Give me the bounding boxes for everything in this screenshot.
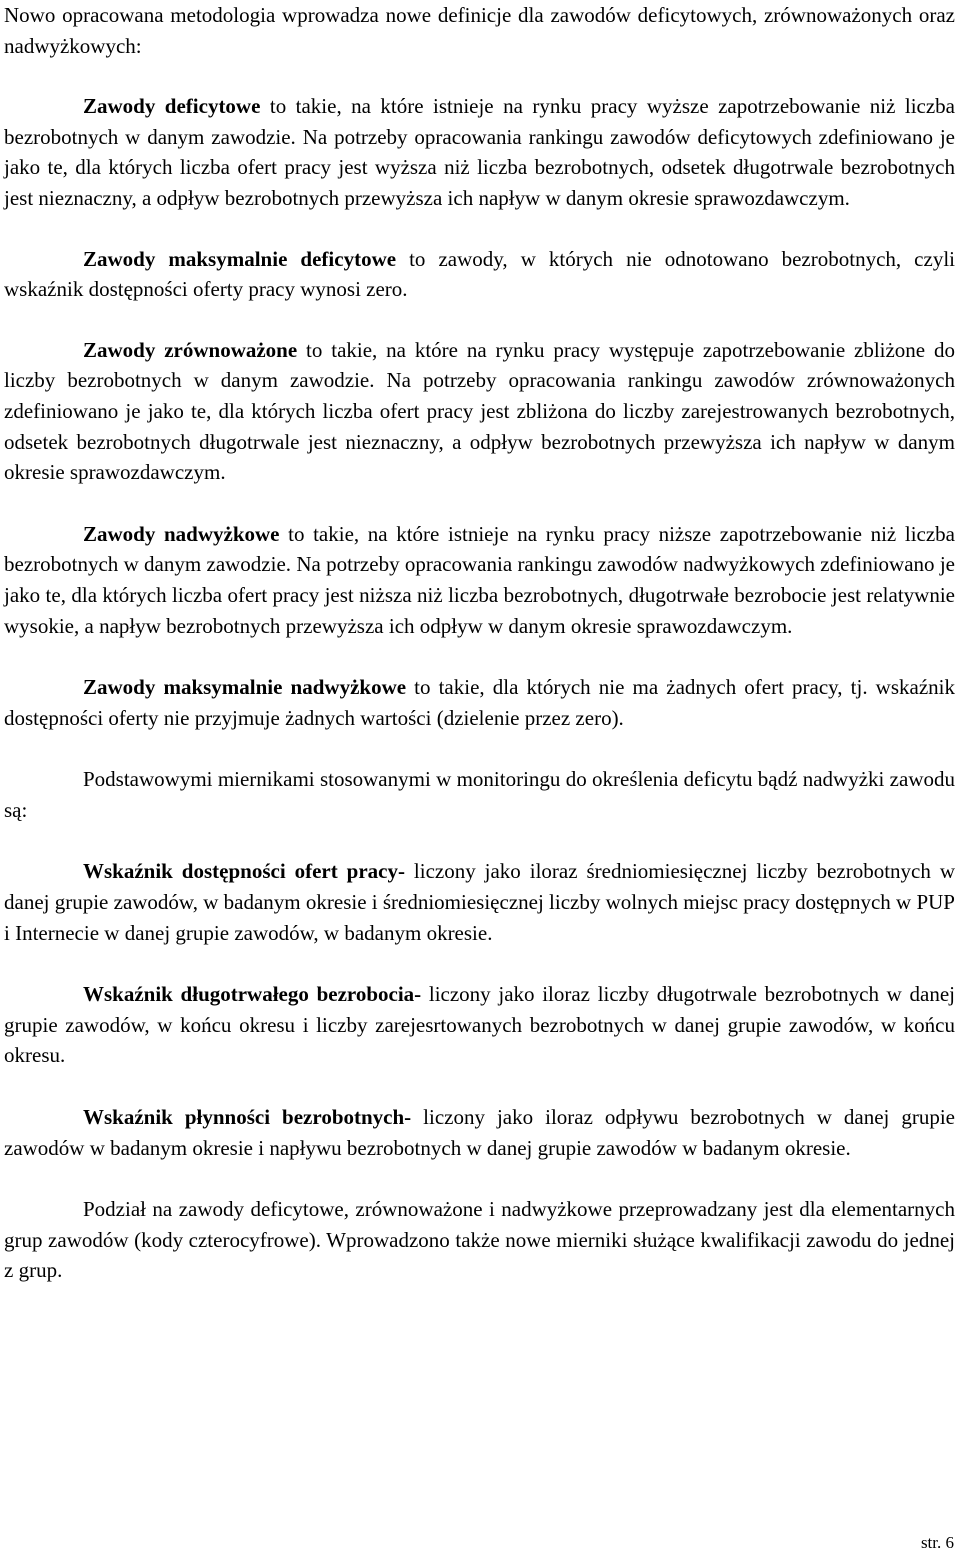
- definition-text: to takie, na które istnieje na rynku pracy wyższe zapotrzebowanie niż liczba bezrobotnych w danym zawodzie. Na potrzeby opracowania rankingu zawodów deficytowych zdefiniowano je jako te, dla których liczba ofert pracy jest wyższa niż liczba bezrobotnych, odsetek długotrwale bezrobotnych jest nieznaczny, a odpływ bezrobotnych przewyższa ich napływ w danym okresie sprawozdawczym.: [4, 94, 955, 210]
- definition-max-deficit: [4, 244, 955, 305]
- indicator-long-term-unemployment: [4, 979, 955, 1071]
- definition-term: Zawody zrównoważone: [83, 337, 298, 362]
- definition-text: to takie, dla których nie ma żadnych ofert pracy, tj. wskaźnik dostępności oferty nie przyjmuje żadnych wartości (dzielenie przez zero).: [4, 675, 955, 730]
- definition-term: Zawody deficytowe: [83, 94, 261, 119]
- document-page: [4, 0, 955, 1286]
- definition-surplus: [4, 519, 955, 641]
- indicator-unemployed-liquidity: [4, 1102, 955, 1163]
- indicator-text: liczony jako iloraz liczby długotrwale bezrobotnych w danej grupie zawodów, w końcu okresu i liczby zarejesrtowanych bezrobotnych w danej grupie zawodów, w końcu okresu.: [4, 982, 955, 1068]
- definition-term: Zawody nadwyżkowe: [83, 521, 280, 546]
- indicator-term: Wskaźnik długotrwałego bezrobocia-: [83, 982, 422, 1007]
- indicator-offer-availability: [4, 856, 955, 948]
- indicator-term: Wskaźnik płynności bezrobotnych-: [83, 1105, 412, 1130]
- indicator-text: liczony jako iloraz odpływu bezrobotnych w danej grupie zawodów w badanym okresie i napływu bezrobotnych w danej grupie zawodów w badanym okresie.: [4, 1105, 955, 1160]
- intro-paragraph: Nowo opracowana metodologia wprowadza nowe definicje dla zawodów deficytowych, zrównoważonych oraz nadwyżkowych:: [4, 3, 955, 58]
- definition-max-surplus: [4, 672, 955, 733]
- definition-balanced: [4, 335, 955, 488]
- definition-text: to zawody, w których nie odnotowano bezrobotnych, czyli wskaźnik dostępności oferty pracy wynosi zero.: [4, 246, 955, 302]
- definition-term: Zawody maksymalnie nadwyżkowe: [83, 675, 407, 700]
- definition-text: to takie, na które na rynku pracy występuje zapotrzebowanie zbliżone do liczby bezrobotnych w danym zawodzie. Na potrzeby opracowania rankingu zawodów zrównoważonych zdefiniowano je jako te, dla których liczba ofert pracy jest zbliżona do liczby zarejestrowanych bezrobotnych, odsetek bezrobotnych długotrwale jest nieznaczny, a odpływ bezrobotnych przewyższa ich napływ w danym okresie sprawozdawczym.: [4, 337, 955, 485]
- indicator-text: liczony jako iloraz średniomiesięcznej liczby bezrobotnych w danej grupie zawodów, w badanym okresie i średniomiesięcznej liczby wolnych miejsc pracy dostępnych w PUP i Internecie w danej grupie zawodów, w badanym okresie.: [4, 859, 955, 945]
- definition-deficit: [4, 91, 955, 213]
- definition-text: to takie, na które istnieje na rynku pracy niższe zapotrzebowanie niż liczba bezrobotnych w danym zawodzie. Na potrzeby opracowania rankingu zawodów nadwyżkowych zdefiniowano je jako te, dla których liczba ofert pracy jest niższa niż liczba bezrobotnych, długotrwałe bezrobocie jest relatywnie wysokie, a napływ bezrobotnych przewyższa ich odpływ w danym okresie sprawozdawczym.: [4, 521, 955, 638]
- definition-term: Zawody maksymalnie deficytowe: [83, 246, 397, 271]
- page-number: str. 6: [920, 1533, 954, 1552]
- indicator-term: Wskaźnik dostępności ofert pracy-: [83, 859, 405, 884]
- closing-paragraph: Podział na zawody deficytowe, zrównoważone i nadwyżkowe przeprowadzany jest dla elementarnych grup zawodów (kody czterocyfrowe). Wprowadzono także nowe mierniki służące kwalifikacji zawodu do jednej z grup.: [4, 1197, 955, 1283]
- measures-intro: Podstawowymi miernikami stosowanymi w monitoringu do określenia deficytu bądź nadwyżki zawodu są:: [4, 767, 955, 822]
